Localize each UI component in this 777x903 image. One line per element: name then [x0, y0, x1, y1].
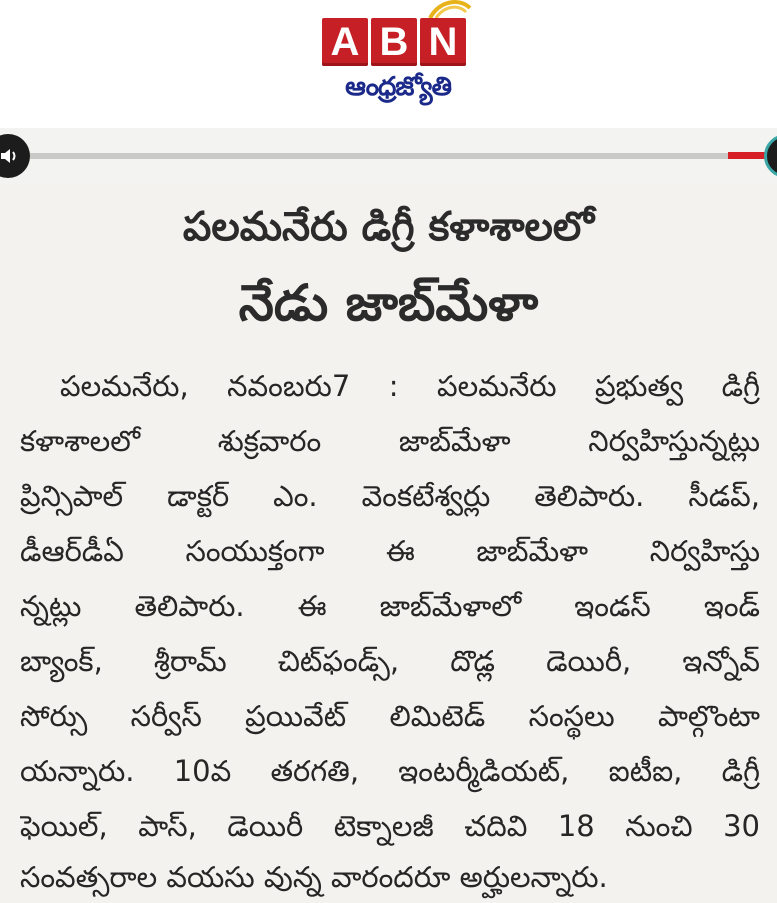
logo-letter-n: N [420, 18, 466, 66]
speaker-icon [0, 145, 19, 167]
body-line-9: ఫెయిల్, పాస్, డెయిరీ టెక్నాలజీ చదివి 18 నుంచి 30 [20, 809, 760, 843]
speaker-button[interactable] [0, 134, 30, 178]
toolbar-strip [0, 128, 777, 184]
headline-line-1: పలమనేరు డిగ్రీ కళాశాలలో [182, 204, 595, 250]
body-line-3: ప్రిన్సిపాల్ డాక్టర్ ఎం. వెంకటేశ్వర్లు తెలిపారు. సీడప్, [20, 479, 760, 513]
body-line-7: సోర్సు సర్వీస్ ప్రయివేట్ లిమిటెడ్ సంస్థలు పాల్గొంటా [20, 699, 760, 733]
body-line-8: యన్నారు. 10వ తరగతి, ఇంటర్మీడియట్, ఐటీఐ, డిగ్రీ [20, 754, 760, 788]
accent-divider [728, 152, 768, 159]
body-line-1: పలమనేరు, నవంబరు7 : పలమనేరు ప్రభుత్వ డిగ్రీ [60, 369, 760, 403]
logo-letter-b: B [371, 18, 417, 66]
logo-letter-boxes [322, 18, 466, 66]
logo-swirl-icon [426, 0, 472, 20]
body-line-6: బ్యాంక్, శ్రీరామ్ చిట్‌ఫండ్స్, దొడ్ల డెయిరీ, ఇన్నోవ్ [20, 644, 760, 678]
logo-subtitle: ఆంధ్రజ్యోతి [345, 72, 451, 102]
masthead [0, 0, 777, 128]
headline-line-2: నేడు జాబ్‌మేళా [238, 274, 539, 332]
share-button[interactable] [764, 134, 777, 178]
body-line-5: న్నట్లు తెలిపారు. ఈ జాబ్‌మేళాలో ఇండస్ ఇండ్ [20, 589, 760, 623]
body-line-4: డీఆర్‌డీఏ సంయుక్తంగా ఈ జాబ్‌మేళా నిర్వహిస్తు [20, 534, 760, 568]
body-line-10: సంవత్సరాల వయసు వున్న వారందరూ అర్హులన్నారు. [20, 860, 608, 894]
abn-andhrajyothy-logo[interactable] [322, 8, 474, 118]
divider-line [30, 153, 730, 159]
news-clipping [0, 184, 777, 903]
logo-letter-a: A [322, 18, 368, 66]
body-line-2: కళాశాలలో శుక్రవారం జాబ్‌మేళా నిర్వహిస్తున్నట్లు [20, 424, 760, 458]
